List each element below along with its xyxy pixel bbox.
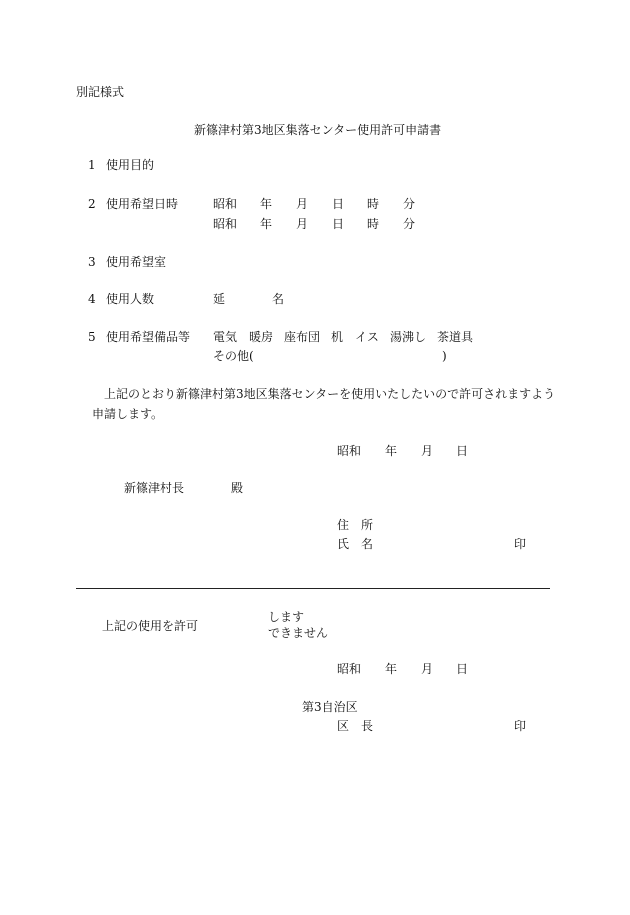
equipment-item: 暖房 xyxy=(249,330,274,344)
district-name: 第3自治区 xyxy=(302,700,358,714)
applicant-name-label: 氏 名 xyxy=(337,537,374,551)
addressee-honorific: 殿 xyxy=(231,481,244,495)
datetime-era: 昭和 xyxy=(213,197,238,211)
equipment-other-close: ) xyxy=(442,349,447,363)
datetime-year: 年 xyxy=(260,217,273,231)
equipment-item: 座布団 xyxy=(284,330,321,344)
equipment-item: イス xyxy=(355,330,379,344)
district-seal: 印 xyxy=(514,719,527,733)
applicant-seal: 印 xyxy=(514,537,527,551)
item-number: 5 xyxy=(88,330,96,344)
item-label-equipment: 使用希望備品等 xyxy=(106,330,191,344)
addressee-name: 新篠津村長 xyxy=(124,481,185,495)
apply-date-month: 月 xyxy=(421,444,434,458)
item-label-datetime: 使用希望日時 xyxy=(106,197,179,211)
datetime-minute: 分 xyxy=(403,197,416,211)
datetime-day: 日 xyxy=(332,217,345,231)
permit-date-month: 月 xyxy=(421,662,434,676)
item-number: 1 xyxy=(88,158,96,172)
form-title: 新篠津村第3地区集落センター使用許可申請書 xyxy=(194,123,442,137)
item-number: 4 xyxy=(88,292,96,306)
equipment-item: 机 xyxy=(331,330,344,344)
equipment-other-open: その他( xyxy=(213,349,254,363)
apply-date-day: 日 xyxy=(456,444,469,458)
datetime-day: 日 xyxy=(332,197,345,211)
datetime-hour: 時 xyxy=(367,197,380,211)
item-number: 2 xyxy=(88,197,96,211)
form-reference: 別記様式 xyxy=(76,85,125,99)
people-prefix: 延 xyxy=(213,292,226,306)
equipment-item: 湯沸し xyxy=(390,330,427,344)
datetime-month: 月 xyxy=(296,197,309,211)
people-suffix: 名 xyxy=(272,292,285,306)
section-divider xyxy=(76,588,550,589)
equipment-item: 茶道具 xyxy=(437,330,474,344)
permit-date-era: 昭和 xyxy=(337,662,362,676)
item-label-purpose: 使用目的 xyxy=(106,158,155,172)
applicant-address-label: 住 所 xyxy=(337,518,374,532)
permission-label: 上記の使用を許可 xyxy=(102,619,199,633)
district-head-label: 区 長 xyxy=(337,719,374,733)
item-label-people: 使用人数 xyxy=(106,292,155,306)
item-number: 3 xyxy=(88,255,96,269)
permit-date-year: 年 xyxy=(385,662,398,676)
datetime-era: 昭和 xyxy=(213,217,238,231)
apply-date-year: 年 xyxy=(385,444,398,458)
equipment-item: 電気 xyxy=(213,330,238,344)
permit-date-day: 日 xyxy=(456,662,469,676)
request-text-line2: 申請します。 xyxy=(92,407,164,421)
datetime-year: 年 xyxy=(260,197,273,211)
datetime-minute: 分 xyxy=(403,217,416,231)
datetime-month: 月 xyxy=(296,217,309,231)
item-label-room: 使用希望室 xyxy=(106,255,167,269)
apply-date-era: 昭和 xyxy=(337,444,362,458)
permission-option-deny: できません xyxy=(268,626,329,640)
datetime-hour: 時 xyxy=(367,217,380,231)
request-text-line1: 上記のとおり新篠津村第3地区集落センターを使用いたしたいので許可されますよう xyxy=(104,387,556,401)
permission-option-grant: します xyxy=(268,610,305,624)
